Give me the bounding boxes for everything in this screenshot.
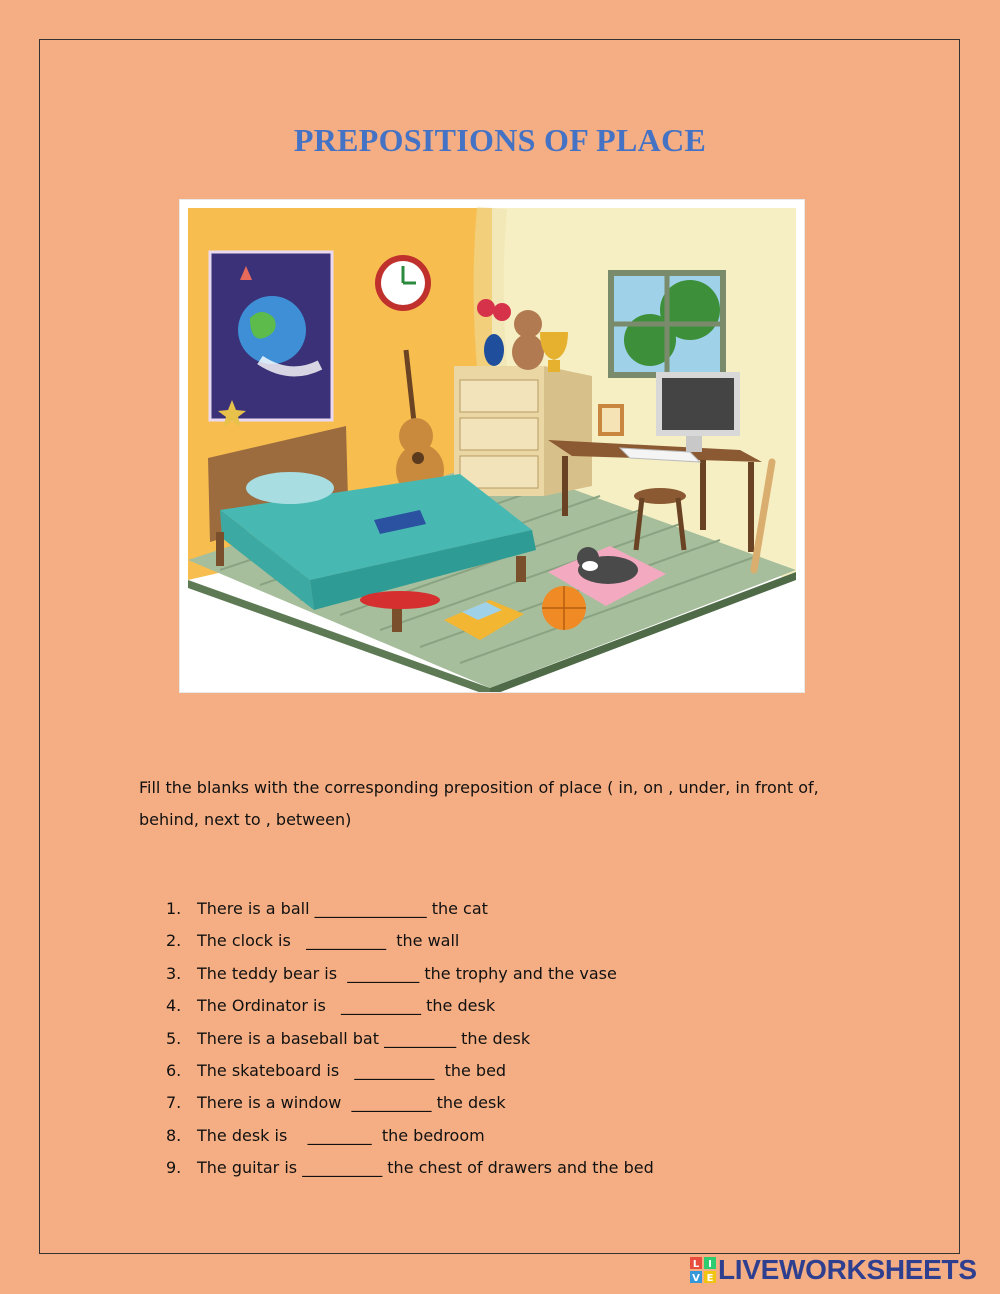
- liveworksheets-logo-icon: [690, 1257, 716, 1283]
- sentence-text: The skateboard is __________ the bed: [197, 1060, 507, 1080]
- bedroom-illustration: [179, 199, 805, 693]
- item-number: 9.: [166, 1158, 182, 1178]
- item-number: 7.: [166, 1093, 182, 1113]
- teddy-bear: [514, 310, 542, 338]
- list-item: [166, 1120, 886, 1152]
- item-number: 6.: [166, 1060, 182, 1080]
- list-item: [166, 1087, 886, 1119]
- logo-letter: L: [692, 1259, 700, 1270]
- item-number: 3.: [166, 963, 182, 983]
- sentence-text: The Ordinator is __________ the desk: [197, 996, 496, 1016]
- item-number: 5.: [166, 1028, 182, 1048]
- logo-letter: I: [708, 1259, 712, 1270]
- list-item: [166, 925, 886, 957]
- worksheet-title: PREPOSITIONS OF PLACE: [293, 122, 707, 158]
- list-item: [166, 990, 886, 1022]
- list-item: [166, 1023, 886, 1055]
- instructions-text: Fill the blanks with the corresponding preposition of place ( in, on , under, in front of, behind, next to , between): [139, 778, 819, 829]
- item-number: 4.: [166, 996, 182, 1016]
- sentence-text: There is a window __________ the desk: [197, 1093, 506, 1113]
- skateboard: [360, 591, 440, 609]
- brand-name: LIVEWORKSHEETS: [718, 1254, 977, 1285]
- sentence-text: There is a baseball bat _________ the desk: [197, 1028, 531, 1048]
- sentence-text: The guitar is __________ the chest of drawers and the bed: [197, 1158, 654, 1178]
- sentence-text: The clock is __________ the wall: [197, 931, 460, 951]
- sentence-text: The teddy bear is _________ the trophy and the vase: [197, 963, 617, 983]
- sentence-text: The desk is ________ the bedroom: [197, 1125, 485, 1145]
- logo-letter: E: [706, 1273, 714, 1283]
- exercise-list: [166, 893, 886, 1185]
- liveworksheets-brand[interactable]: [690, 1255, 977, 1285]
- item-number: 1.: [166, 899, 182, 918]
- list-item: [166, 1055, 886, 1087]
- list-item: [166, 1152, 886, 1184]
- list-item: [166, 893, 886, 925]
- logo-letter: V: [692, 1273, 700, 1283]
- item-number: 2.: [166, 931, 182, 951]
- sentence-text: There is a ball ______________ the cat: [197, 899, 488, 918]
- item-number: 8.: [166, 1125, 182, 1145]
- list-item: [166, 958, 886, 990]
- vase: [484, 334, 504, 366]
